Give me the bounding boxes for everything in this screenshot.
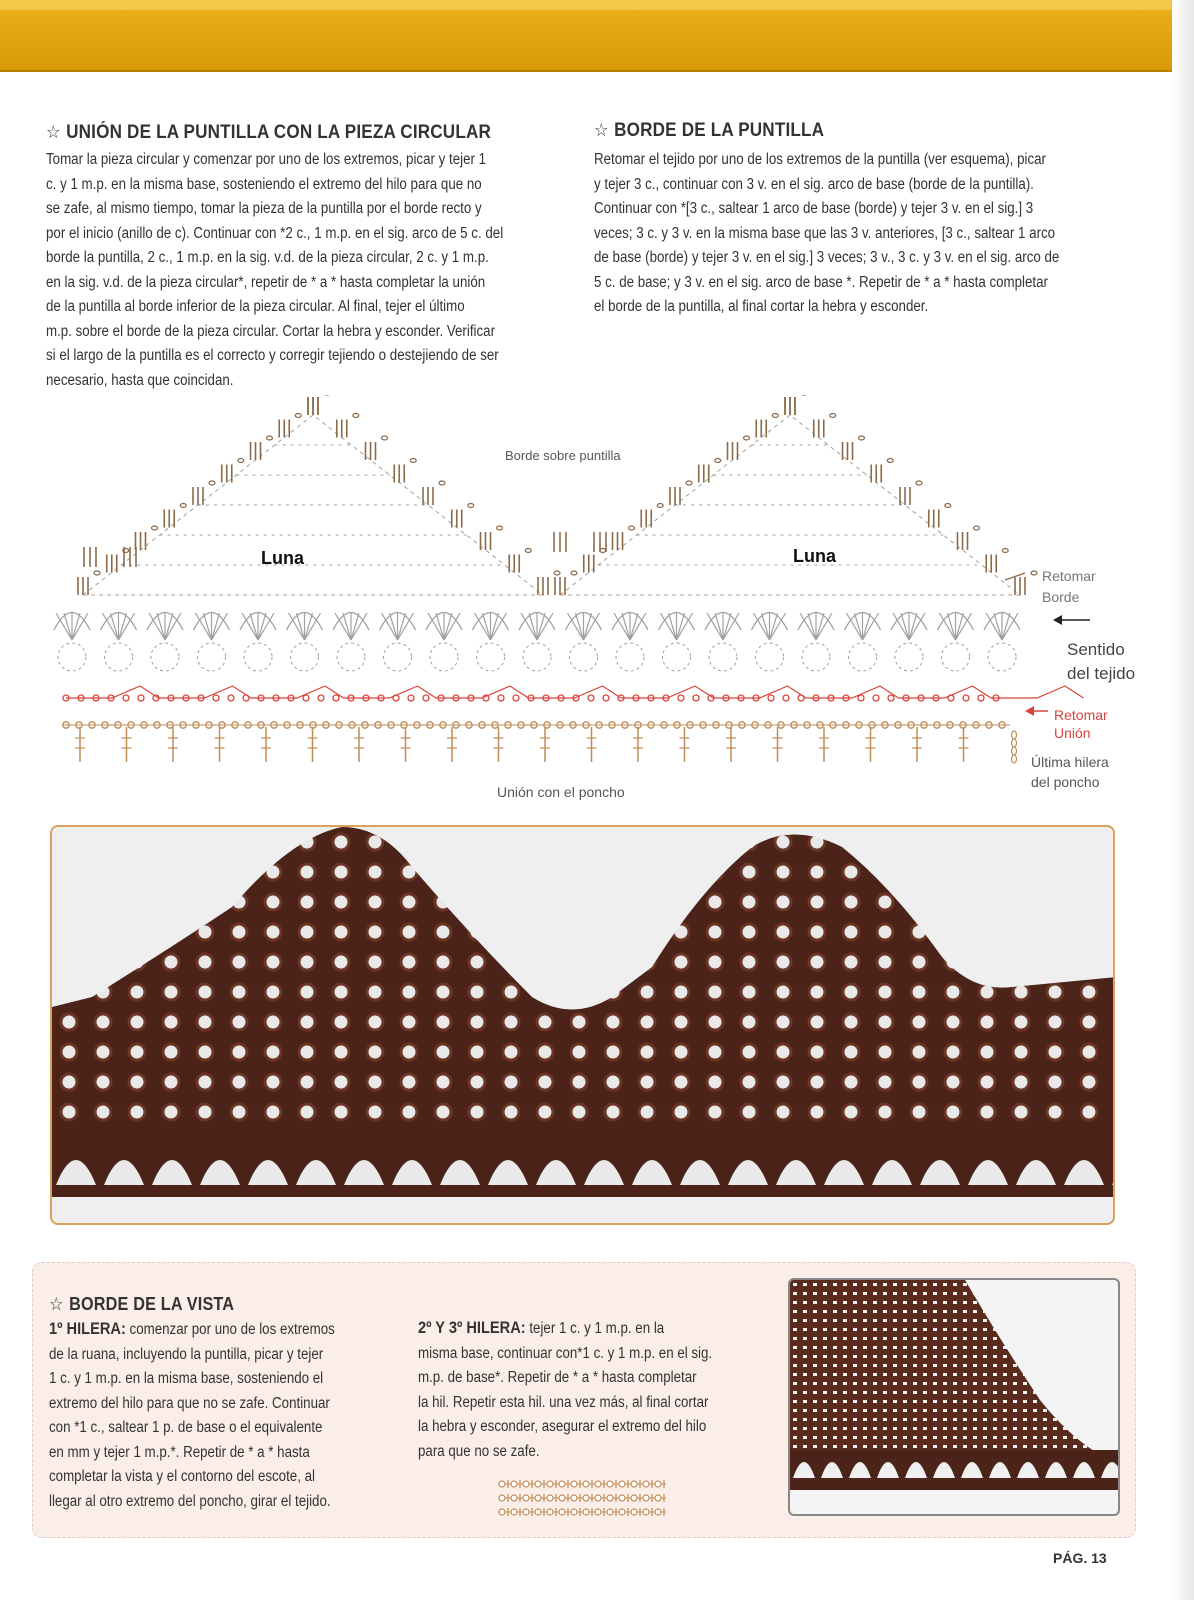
page-number: PÁG. 13 — [1053, 1550, 1107, 1566]
union-chain-stitch — [678, 695, 684, 701]
union-chain-stitch — [213, 695, 219, 701]
fan-chain-ring — [849, 643, 877, 671]
fan-stitch — [770, 613, 778, 640]
union-chain-stitch — [513, 695, 519, 701]
row1-line: de la ruana, incluyendo la puntilla, picar y tejer — [49, 1345, 324, 1363]
row23-line: para que no se zafe. — [418, 1442, 540, 1460]
row1-line: con *1 c., saltear 1 p. de base o el equivalente — [49, 1419, 323, 1436]
section-borde-vista — [49, 1294, 389, 1514]
mini-chain-stitch — [511, 1481, 517, 1487]
fan-chain-ring — [244, 643, 272, 671]
fan-stitch — [630, 613, 638, 640]
union-chain-stitch — [318, 695, 324, 701]
fan-stitch — [986, 613, 1002, 640]
label-borde-sobre-puntilla: Borde sobre puntilla — [505, 448, 621, 463]
fan-stitch — [444, 613, 452, 640]
row23-text — [418, 1316, 779, 1464]
fan-stitch — [893, 613, 909, 640]
star-icon: ☆ — [46, 122, 61, 142]
edge-chain-stitch — [554, 571, 560, 575]
fan-chain-ring — [337, 643, 365, 671]
mini-chain-stitch — [535, 1481, 541, 1487]
star-icon: ☆ — [49, 1294, 64, 1314]
fan-stitch — [855, 613, 863, 640]
fan-stitch — [335, 613, 351, 640]
fan-stitch — [754, 613, 770, 640]
fan-stitch — [1002, 613, 1010, 640]
mini-chain-stitch — [595, 1509, 601, 1515]
row23-line: m.p. de base*. Repetir de * a * hasta completar — [418, 1369, 697, 1386]
edge-chain-stitch — [180, 504, 186, 508]
row1-line: completar la vista y el contorno del escote, al — [49, 1468, 315, 1485]
mini-chain-stitch — [619, 1481, 625, 1487]
fan-stitch — [762, 613, 770, 640]
fan-stitch — [847, 613, 863, 640]
fan-chain-ring — [756, 643, 784, 671]
text-line — [418, 1415, 779, 1440]
fan-stitch — [723, 613, 739, 640]
fan-stitch — [149, 613, 165, 640]
edge-chain-stitch — [830, 414, 836, 418]
fan-stitch — [956, 613, 964, 640]
text-line — [49, 1416, 393, 1441]
text-line — [49, 1392, 393, 1417]
text-line — [418, 1366, 779, 1391]
text-line: necesario, hasta que coincidan. — [46, 371, 234, 389]
row1-line: llegar al otro extremo del poncho, girar el tejido. — [49, 1492, 331, 1510]
text-line — [49, 1367, 393, 1392]
fan-stitch — [56, 613, 72, 640]
fan-stitch — [111, 613, 119, 640]
row23-line: la hebra y esconder, asegurar el extremo del hilo — [418, 1418, 707, 1435]
fan-chain-ring — [895, 643, 923, 671]
fan-stitch — [444, 613, 460, 640]
fan-stitch — [289, 613, 305, 640]
mini-chain-stitch — [595, 1495, 601, 1501]
label-sentido-2: del tejido — [1067, 664, 1136, 683]
edge-chain-stitch — [152, 526, 158, 530]
union-chain-stitch — [408, 695, 414, 701]
fan-stitch — [475, 613, 491, 640]
union-chain-stitch — [243, 695, 249, 701]
label-retomar-borde-1: Retomar — [1042, 568, 1096, 584]
fan-stitch — [956, 613, 972, 640]
union-chain-stitch — [783, 695, 789, 701]
row1-line: en mm y tejer 1 m.p.*. Repetir de * a * hasta — [49, 1443, 310, 1461]
union-chain-stitch — [888, 695, 894, 701]
fan-chain-ring — [570, 643, 598, 671]
fan-stitch — [669, 613, 677, 640]
union-chain-stitch — [333, 695, 339, 701]
label-ultima-hilera-1: Última hilera — [1031, 754, 1109, 770]
fan-chain-ring — [709, 643, 737, 671]
mini-chain-stitch — [583, 1509, 589, 1515]
poncho-edge-chain — [1012, 755, 1017, 763]
edge-chain-stitch — [353, 414, 359, 418]
mini-chain-stitch — [607, 1481, 613, 1487]
union-chain-stitch — [693, 695, 699, 701]
fan-stitch — [398, 613, 406, 640]
fan-stitch — [816, 613, 832, 640]
edge-chain-stitch — [238, 459, 244, 463]
fan-stitch — [800, 613, 816, 640]
fan-stitch — [661, 613, 677, 640]
fan-stitch — [568, 613, 584, 640]
fan-chain-ring — [430, 643, 458, 671]
fan-stitch — [351, 613, 359, 640]
text-line: veces; 3 c. y 3 v. en la misma base que las 3 v. anteriores, [3 c., saltear 1 arco — [594, 224, 1056, 242]
fan-chain-ring — [105, 643, 133, 671]
label-retomar-union-2: Unión — [1054, 725, 1091, 741]
mini-chain-stitch — [499, 1495, 505, 1501]
watermark-luna-right: Luna — [793, 546, 836, 566]
union-chain-stitch — [138, 695, 144, 701]
union-chain-stitch — [603, 695, 609, 701]
fan-stitch — [677, 613, 685, 640]
fan-stitch — [165, 613, 173, 640]
text-line: 5 c. de base; y 3 v. en el sig. arco de base *. Repetir de * a * hasta completar — [594, 273, 1048, 291]
union-chain-stitch — [423, 695, 429, 701]
edge-chain-stitch — [859, 436, 865, 440]
edge-chain-stitch — [439, 481, 445, 485]
union-chain-stitch — [768, 695, 774, 701]
retomar-union-arrow-head — [1025, 706, 1034, 716]
edge-chain-stitch — [382, 436, 388, 440]
fan-stitch — [614, 613, 630, 640]
fan-stitch — [390, 613, 398, 640]
mini-chain-stitch — [583, 1481, 589, 1487]
mini-chain-stitch — [511, 1509, 517, 1515]
mini-chain-stitch — [631, 1481, 637, 1487]
fan-stitch — [72, 613, 88, 640]
row1-line: 1 c. y 1 m.p. en la misma base, sosteniendo el — [49, 1370, 324, 1387]
mini-chain-stitch — [643, 1481, 649, 1487]
text-line: se zafe, al mismo tiempo, tomar la pieza de la puntilla por el borde recto y — [46, 200, 482, 217]
fan-stitch — [770, 613, 786, 640]
union-chain-stitch — [873, 695, 879, 701]
fan-chain-ring — [151, 643, 179, 671]
union-chain-stitch — [228, 695, 234, 701]
union-chain-stitch — [978, 695, 984, 701]
fan-stitch — [537, 613, 545, 640]
mini-chain-stitch — [523, 1509, 529, 1515]
fan-stitch — [103, 613, 119, 640]
text-line — [418, 1391, 779, 1416]
section-union-body — [46, 148, 562, 393]
edge-chain-stitch — [744, 436, 750, 440]
text-line: Continuar con *[3 c., saltear 1 arco de base (borde) y tejer 3 v. en el sig.] 3 — [594, 200, 1034, 217]
fan-stitch — [398, 613, 414, 640]
fan-stitch — [584, 613, 592, 640]
fan-stitch — [948, 613, 956, 640]
fan-stitch — [816, 613, 824, 640]
fan-stitch — [723, 613, 731, 640]
text-line — [49, 1343, 393, 1368]
fan-stitch — [863, 613, 879, 640]
fan-stitch — [863, 613, 871, 640]
text-line — [49, 1490, 393, 1515]
fan-stitch — [212, 613, 228, 640]
section-borde-title: ☆ BORDE DE LA PUNTILLA — [594, 120, 825, 141]
fan-stitch — [537, 613, 553, 640]
edge-chain-stitch — [657, 504, 663, 508]
edge-chain-stitch — [571, 571, 577, 575]
fan-stitch — [584, 613, 600, 640]
union-chain-stitch — [798, 695, 804, 701]
mini-chain-stitch — [547, 1481, 553, 1487]
edge-chain-stitch — [916, 481, 922, 485]
union-chain-stitch — [948, 695, 954, 701]
mini-chain-stitch — [571, 1509, 577, 1515]
text-line — [418, 1342, 779, 1367]
edge-chain-stitch — [410, 459, 416, 463]
fan-chain-ring — [802, 643, 830, 671]
mini-chain-stitch — [655, 1481, 661, 1487]
poncho-edge-chain — [1012, 739, 1017, 747]
fan-stitch — [305, 613, 321, 640]
union-chain-stitch — [858, 695, 864, 701]
fan-stitch — [72, 613, 80, 640]
fan-chain-ring — [291, 643, 319, 671]
text-line — [418, 1440, 779, 1465]
edge-chain-stitch — [94, 571, 100, 575]
mini-chain-stitch — [655, 1495, 661, 1501]
fan-stitch — [1002, 613, 1018, 640]
mini-chain-stitch — [595, 1481, 601, 1487]
mini-chain-stitch — [511, 1495, 517, 1501]
mini-chain-stitch — [559, 1481, 565, 1487]
mini-chain-stitch — [619, 1509, 625, 1515]
edge-chain-stitch — [945, 504, 951, 508]
row23-heading: 2º Y 3º HILERA: — [418, 1318, 526, 1337]
label-retomar-borde-2: Borde — [1042, 589, 1080, 605]
mini-chain-stitch — [547, 1495, 553, 1501]
fan-chain-ring — [198, 643, 226, 671]
edge-chain-stitch — [887, 459, 893, 463]
fan-stitch — [622, 613, 630, 640]
fan-stitch — [343, 613, 351, 640]
text-line: el borde de la puntilla, al final cortar la hebra y esconder. — [594, 298, 929, 315]
top-color-bar — [0, 0, 1194, 72]
edge-chain-stitch — [209, 481, 215, 485]
section-union — [46, 122, 566, 393]
fan-chain-ring — [384, 643, 412, 671]
fan-stitch — [382, 613, 398, 640]
fan-stitch — [64, 613, 72, 640]
mini-chain-stitch — [643, 1509, 649, 1515]
fan-chain-ring — [477, 643, 505, 671]
fan-stitch — [436, 613, 444, 640]
fan-stitch — [258, 613, 274, 640]
fan-stitch — [909, 613, 917, 640]
top-bar-highlight — [0, 0, 1194, 10]
edge-chain-stitch — [1002, 549, 1008, 553]
text-line: y tejer 3 c., continuar con 3 v. en el sig. arco de base (borde de la puntilla). — [594, 175, 1034, 193]
text-line: de la puntilla al borde inferior de la pieza circular. Al final, tejer el último — [46, 298, 465, 315]
edge-chain-stitch — [772, 414, 778, 418]
fan-stitch — [212, 613, 220, 640]
mini-chain-stitch — [571, 1481, 577, 1487]
fan-stitch — [196, 613, 212, 640]
mini-chain-stitch — [523, 1495, 529, 1501]
text-line — [418, 1316, 779, 1342]
fan-chain-ring — [523, 643, 551, 671]
mini-chain-stitch — [571, 1495, 577, 1501]
fan-stitch — [715, 613, 723, 640]
fan-stitch — [994, 613, 1002, 640]
mini-chain-stitch — [499, 1481, 505, 1487]
mini-chain-stitch — [499, 1509, 505, 1515]
lace-photo — [50, 825, 1115, 1225]
text-line: en la sig. v.d. de la pieza circular*, repetir de * a * hasta completar la unión — [46, 273, 486, 291]
mini-chain-stitch — [631, 1509, 637, 1515]
edge-chain-stitch — [974, 526, 980, 530]
mini-chain-stitch — [559, 1509, 565, 1515]
text-line: c. y 1 m.p. en la misma base, sosteniendo el extremo del hilo para que no — [46, 175, 482, 193]
mini-chain-stitch — [631, 1495, 637, 1501]
star-icon: ☆ — [594, 120, 609, 140]
mini-chain-stitch — [607, 1495, 613, 1501]
mini-chain-stitch — [619, 1495, 625, 1501]
fan-stitch — [258, 613, 266, 640]
lace-photo-drawing — [52, 827, 1115, 1225]
fan-stitch — [157, 613, 165, 640]
union-chain-stitch — [393, 695, 399, 701]
union-chain-stitch — [303, 695, 309, 701]
mini-chain-stitch — [655, 1509, 661, 1515]
text-line: Retomar el tejido por uno de los extremos de la puntilla (ver esquema), picar — [594, 151, 1046, 168]
text-line: si el largo de la puntilla es el correcto y corregir tejiendo o destejiendo de ser — [46, 347, 499, 364]
fan-stitch — [204, 613, 212, 640]
label-ultima-hilera-2: del poncho — [1031, 774, 1100, 790]
fan-stitch — [119, 613, 127, 640]
inset-photo-drawing — [790, 1280, 1120, 1516]
text-line: por el inicio (anillo de c). Continuar con *2 c., 1 m.p. en el sig. arco de 5 c. del — [46, 224, 504, 242]
mini-chain-stitch — [547, 1509, 553, 1515]
row23-line: tejer 1 c. y 1 m.p. en la — [529, 1320, 665, 1337]
label-union-con-poncho: Unión con el poncho — [497, 784, 625, 800]
fan-stitch — [707, 613, 723, 640]
fan-stitch — [351, 613, 367, 640]
fan-stitch — [808, 613, 816, 640]
row23-line: la hil. Repetir esta hil. una vez más, al final cortar — [418, 1393, 709, 1411]
fan-stitch — [677, 613, 693, 640]
section-rows-2-3 — [418, 1316, 778, 1464]
union-chain-stitch — [588, 695, 594, 701]
fan-stitch — [491, 613, 507, 640]
fan-stitch — [242, 613, 258, 640]
fan-stitch — [297, 613, 305, 640]
union-chain-stitch — [123, 695, 129, 701]
fan-chain-ring — [942, 643, 970, 671]
text-line — [49, 1317, 393, 1343]
fan-stitch — [909, 613, 925, 640]
edge-chain-stitch — [629, 526, 635, 530]
fan-stitch — [901, 613, 909, 640]
text-line: m.p. sobre el borde de la pieza circular. Cortar la hebra y esconder. Verificar — [46, 322, 496, 340]
text-line — [49, 1441, 393, 1466]
mini-chain-stitch — [523, 1481, 529, 1487]
fan-stitch — [250, 613, 258, 640]
watermark-luna-left: Luna — [261, 548, 304, 568]
fan-chain-ring — [988, 643, 1016, 671]
fan-chain-ring — [58, 643, 86, 671]
mini-chain-stitch — [643, 1495, 649, 1501]
edge-chain-stitch — [295, 414, 301, 418]
fan-stitch — [119, 613, 135, 640]
mini-chain-stitch — [607, 1509, 613, 1515]
edge-chain-stitch — [525, 549, 531, 553]
fan-stitch — [491, 613, 499, 640]
text-line: Tomar la pieza circular y comenzar por uno de los extremos, picar y tejer 1 — [46, 151, 487, 168]
mini-chain-stitch — [535, 1509, 541, 1515]
fan-stitch — [521, 613, 537, 640]
row1-line: extremo del hilo para que no se zafe. Continuar — [49, 1394, 330, 1412]
fan-stitch — [940, 613, 956, 640]
edge-chain-stitch — [267, 436, 273, 440]
sentido-arrow-head — [1053, 615, 1062, 625]
edge-chain-stitch — [686, 481, 692, 485]
section-union-title: ☆ UNIÓN DE LA PUNTILLA CON LA PIEZA CIRCULAR — [46, 122, 492, 143]
poncho-edge-chain — [1012, 747, 1017, 755]
fan-stitch — [165, 613, 181, 640]
fan-stitch — [483, 613, 491, 640]
mini-chain-stitch — [559, 1495, 565, 1501]
edge-chain-stitch — [468, 504, 474, 508]
union-chain-stitch — [963, 695, 969, 701]
text-line — [49, 1465, 393, 1490]
row1-line: comenzar por uno de los extremos — [129, 1321, 335, 1338]
section-vista-title: ☆ BORDE DE LA VISTA — [49, 1294, 235, 1314]
stitch-mini-chart — [494, 1476, 684, 1522]
label-sentido-1: Sentido — [1067, 640, 1125, 659]
edge-chain-stitch — [1031, 571, 1037, 575]
section-borde-body — [594, 148, 1110, 320]
row23-line: misma base, continuar con*1 c. y 1 m.p. en el sig. — [418, 1344, 713, 1362]
label-retomar-union-1: Retomar — [1054, 707, 1108, 723]
union-chain-stitch — [498, 695, 504, 701]
mini-chain-stitch — [535, 1495, 541, 1501]
poncho-edge-chain — [1012, 731, 1017, 739]
fan-stitch — [428, 613, 444, 640]
row1-text — [49, 1317, 393, 1514]
row1-heading: 1º HILERA: — [49, 1319, 126, 1338]
inset-photo — [788, 1278, 1120, 1516]
text-line: de base (borde) y tejer 3 v. en el sig.] 3 veces; 3 v., 3 c. y 3 v. en el sig. arco de — [594, 249, 1060, 266]
fan-stitch — [630, 613, 646, 640]
edge-chain-stitch — [715, 459, 721, 463]
fan-chain-ring — [616, 643, 644, 671]
fan-stitch — [529, 613, 537, 640]
section-borde-puntilla — [594, 120, 1114, 320]
fan-stitch — [305, 613, 313, 640]
text-line: borde la puntilla, 2 c., 1 m.p. en la sig. v.d. de la pieza circular, 2 c. y 1 m.p. — [46, 249, 489, 266]
fan-chain-ring — [663, 643, 691, 671]
edge-chain-stitch — [497, 526, 503, 530]
fan-stitch — [576, 613, 584, 640]
mini-chain-stitch — [583, 1495, 589, 1501]
